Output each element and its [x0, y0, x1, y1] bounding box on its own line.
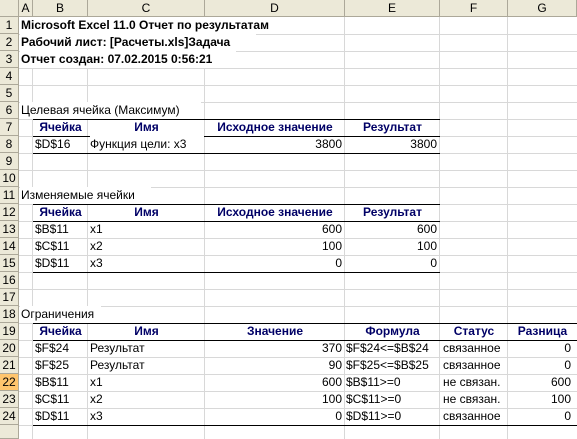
- row-header-7[interactable]: 7: [0, 119, 19, 136]
- table-bottom-border: [33, 272, 440, 273]
- row-header-22-selected[interactable]: 22: [0, 374, 19, 391]
- constraints-row-formula[interactable]: $F$24<=$B$24: [346, 341, 429, 355]
- row-header-13[interactable]: 13: [0, 221, 19, 238]
- row-header-4[interactable]: 4: [0, 68, 19, 85]
- constraints-row-formula[interactable]: $D$11>=0: [346, 409, 402, 423]
- column-header-e[interactable]: E: [345, 0, 440, 17]
- row-header-partial: [0, 425, 19, 439]
- row-header-12[interactable]: 12: [0, 204, 19, 221]
- constraints-row-slack[interactable]: 0: [564, 358, 571, 372]
- row-header-2[interactable]: 2: [0, 34, 19, 51]
- constraints-row-status[interactable]: связанное: [443, 358, 501, 372]
- target-row-name[interactable]: Функция цели: x3: [90, 136, 204, 153]
- row-header-1[interactable]: 1: [0, 17, 19, 34]
- row-header-8[interactable]: 8: [0, 136, 19, 153]
- gridline: [439, 17, 440, 439]
- gridline: [19, 170, 577, 171]
- constraints-row-slack[interactable]: 0: [564, 341, 571, 355]
- constraints-row-status[interactable]: не связан.: [443, 375, 501, 389]
- target-row-cell[interactable]: $D$16: [35, 137, 71, 151]
- constraints-row-value[interactable]: 0: [335, 409, 342, 423]
- variables-row-cell[interactable]: $B$11: [35, 222, 69, 236]
- row-header-20[interactable]: 20: [0, 340, 19, 357]
- column-header-b[interactable]: B: [33, 0, 88, 17]
- variables-row-initial[interactable]: 100: [321, 239, 342, 253]
- column-header-d[interactable]: D: [205, 0, 345, 17]
- target-header-cell[interactable]: Ячейка: [39, 120, 82, 134]
- constraints-row-name[interactable]: Результат: [90, 358, 145, 372]
- variables-header-cell[interactable]: Ячейка: [39, 205, 82, 219]
- constraints-row-name[interactable]: x2: [90, 392, 103, 406]
- constraints-row-formula[interactable]: $B$11>=0: [346, 375, 401, 389]
- variables-row-cell[interactable]: $D$11: [35, 256, 70, 270]
- constraints-row-value[interactable]: 100: [321, 392, 342, 406]
- gridline: [32, 17, 33, 439]
- constraints-row-slack[interactable]: 600: [550, 375, 571, 389]
- target-header-initial[interactable]: Исходное значение: [217, 120, 333, 134]
- column-header-f[interactable]: F: [440, 0, 508, 17]
- column-header-a[interactable]: A: [19, 0, 33, 17]
- variables-row-initial[interactable]: 600: [321, 222, 342, 236]
- report-sheet[interactable]: Рабочий лист: [Расчеты.xls]Задача: [20, 34, 256, 51]
- constraints-header-value[interactable]: Значение: [246, 324, 304, 338]
- row-header-9[interactable]: 9: [0, 153, 19, 170]
- variables-row-name[interactable]: x3: [90, 256, 103, 270]
- variables-header-name[interactable]: Имя: [134, 205, 159, 219]
- constraints-row-formula[interactable]: $F$25<=$B$25: [346, 358, 429, 372]
- target-row-initial[interactable]: 3800: [315, 137, 342, 151]
- variables-row-initial[interactable]: 0: [335, 256, 342, 270]
- row-header-17[interactable]: 17: [0, 289, 19, 306]
- constraints-header-cell[interactable]: Ячейка: [39, 324, 82, 338]
- row-header-23[interactable]: 23: [0, 391, 19, 408]
- gridline: [19, 68, 577, 69]
- constraints-row-slack[interactable]: 0: [564, 409, 571, 423]
- constraints-row-formula[interactable]: $C$11>=0: [346, 392, 402, 406]
- constraints-section-title[interactable]: Ограничения: [20, 306, 101, 323]
- constraints-row-slack[interactable]: 100: [550, 392, 571, 406]
- column-header-c[interactable]: C: [88, 0, 205, 17]
- row-header-3[interactable]: 3: [0, 51, 19, 68]
- constraints-row-cell[interactable]: $F$25: [35, 358, 70, 372]
- row-header-11[interactable]: 11: [0, 187, 19, 204]
- row-header-21[interactable]: 21: [0, 357, 19, 374]
- gridline: [19, 85, 577, 86]
- row-header-5[interactable]: 5: [0, 85, 19, 102]
- target-header-name[interactable]: Имя: [134, 120, 159, 134]
- constraints-row-value[interactable]: 600: [321, 375, 342, 389]
- constraints-header-formula[interactable]: Формула: [365, 324, 420, 338]
- constraints-header-status[interactable]: Статус: [453, 324, 495, 338]
- variables-row-name[interactable]: x1: [90, 222, 103, 236]
- gridline: [19, 289, 577, 290]
- constraints-row-status[interactable]: не связан.: [443, 392, 501, 406]
- target-section-title[interactable]: Целевая ячейка (Максимум): [20, 102, 201, 119]
- variables-header-result[interactable]: Результат: [363, 205, 422, 219]
- row-header-15[interactable]: 15: [0, 255, 19, 272]
- constraints-row-status[interactable]: связанное: [443, 341, 501, 355]
- constraints-row-cell[interactable]: $B$11: [35, 375, 69, 389]
- row-header-16[interactable]: 16: [0, 272, 19, 289]
- row-header-6[interactable]: 6: [0, 102, 19, 119]
- variables-row-name[interactable]: x2: [90, 239, 103, 253]
- row-header-14[interactable]: 14: [0, 238, 19, 255]
- row-header-19[interactable]: 19: [0, 323, 19, 340]
- constraints-row-value[interactable]: 90: [328, 358, 342, 372]
- variables-header-initial[interactable]: Исходное значение: [217, 205, 333, 219]
- constraints-row-cell[interactable]: $C$11: [35, 392, 70, 406]
- column-header-g[interactable]: G: [508, 0, 577, 17]
- variables-row-cell[interactable]: $C$11: [35, 239, 70, 253]
- variables-row-result[interactable]: 600: [416, 222, 437, 236]
- target-header-result[interactable]: Результат: [363, 120, 422, 134]
- constraints-row-status[interactable]: связанное: [443, 409, 501, 423]
- select-all-corner[interactable]: [0, 0, 19, 17]
- variables-row-result[interactable]: 0: [430, 256, 437, 270]
- constraints-row-value[interactable]: 370: [321, 341, 342, 355]
- constraints-row-name[interactable]: Результат: [90, 341, 145, 355]
- constraints-row-cell[interactable]: $F$24: [35, 341, 70, 355]
- table-bottom-border: [33, 425, 577, 426]
- constraints-row-name[interactable]: x1: [90, 375, 103, 389]
- row-header-24[interactable]: 24: [0, 408, 19, 425]
- variables-section-title[interactable]: Изменяемые ячейки: [20, 187, 151, 204]
- constraints-row-cell[interactable]: $D$11: [35, 409, 70, 423]
- constraints-header-name[interactable]: Имя: [134, 324, 159, 338]
- constraints-row-name[interactable]: x3: [90, 409, 103, 423]
- table-bottom-border: [33, 153, 440, 154]
- target-row-result[interactable]: 3800: [410, 137, 437, 151]
- variables-row-result[interactable]: 100: [416, 239, 437, 253]
- report-created[interactable]: Отчет создан: 07.02.2015 0:56:21: [20, 51, 236, 68]
- report-title[interactable]: Microsoft Excel 11.0 Отчет по результатам: [20, 17, 311, 34]
- row-header-10[interactable]: 10: [0, 170, 19, 187]
- gridline: [19, 306, 577, 307]
- constraints-header-slack[interactable]: Разница: [517, 324, 568, 338]
- row-header-18[interactable]: 18: [0, 306, 19, 323]
